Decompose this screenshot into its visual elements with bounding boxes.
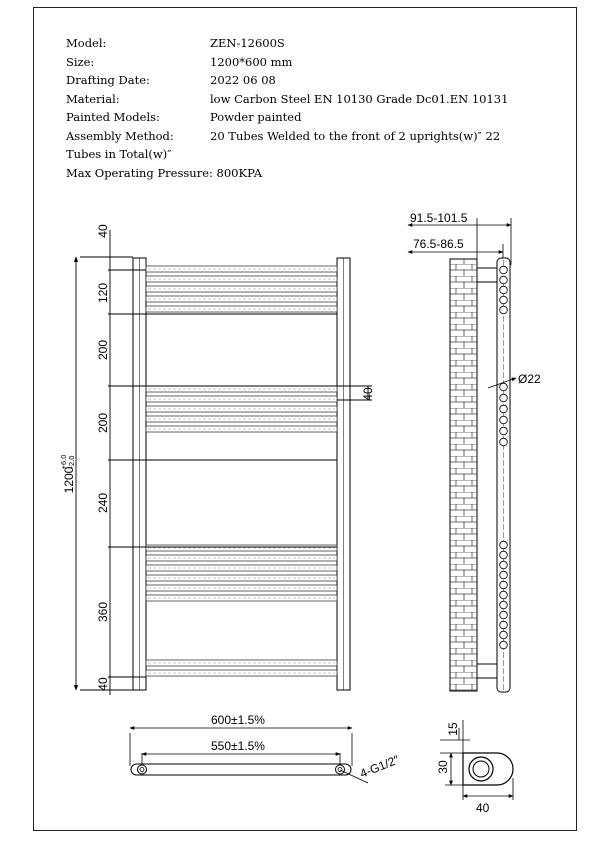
tube-section-circle <box>500 571 508 579</box>
valve-port-right <box>336 765 345 774</box>
spec-label: Material: <box>66 91 120 106</box>
detail-view <box>436 720 513 815</box>
tube-group <box>146 266 337 676</box>
wall-bracket-top <box>477 268 497 282</box>
front-view <box>59 224 375 695</box>
dim-gap: 40 <box>361 387 375 401</box>
tube-section-circle <box>500 286 508 294</box>
tube-section-circle <box>500 601 508 609</box>
tube-section-circle <box>500 438 508 446</box>
rail-bottom <box>131 764 351 775</box>
dim-centers: 550±1.5% <box>211 739 265 753</box>
tube-section-circle <box>500 631 508 639</box>
dim-seg4: 240 <box>96 492 110 514</box>
tube-section-circle <box>500 383 508 391</box>
dim-inner: 76.5-86.5 <box>413 237 464 251</box>
dim-total: 1200 <box>62 466 76 494</box>
wall-bracket-bottom <box>477 664 497 678</box>
tube-section-circle <box>500 266 508 274</box>
dim-seg5: 360 <box>96 601 110 623</box>
spec-value: 2022 06 08 <box>210 73 276 87</box>
dim-15: 15 <box>446 722 460 736</box>
valve-port-left <box>138 765 147 774</box>
spec-value: ZEN-12600S <box>210 36 285 50</box>
tube-section-circle <box>500 276 508 284</box>
dim-seg3: 200 <box>96 412 110 434</box>
dim-outer: 91.5-101.5 <box>410 211 468 225</box>
tube-section-circle <box>500 427 508 435</box>
side-view <box>408 211 541 692</box>
bottom-view <box>130 713 402 783</box>
dim-40: 40 <box>476 801 490 815</box>
spec-value: Powder painted <box>210 110 302 124</box>
spec-assembly-wrap: Tubes in Total(w)″ <box>66 147 172 161</box>
tube-section-circle <box>500 611 508 619</box>
brick-wall <box>450 259 477 691</box>
tube-section-circle <box>500 561 508 569</box>
spec-label: Size: <box>66 54 95 69</box>
tube-section-circle <box>500 416 508 424</box>
spec-value: 20 Tubes Welded to the front of 2 uprights(w)″ 22 <box>210 128 501 143</box>
tube-section-circle <box>500 394 508 402</box>
dim-width: 600±1.5% <box>211 713 265 727</box>
tube-section-circle <box>500 621 508 629</box>
tube-section-circle <box>500 641 508 649</box>
tube-section-circle <box>500 551 508 559</box>
tolerance-plus: +6.0 <box>59 454 68 470</box>
tube-section-circle <box>500 541 508 549</box>
dim-bottom: 40 <box>96 677 110 691</box>
tube-section-circle <box>500 296 508 304</box>
tube-section-circle <box>500 581 508 589</box>
dim-thread: 4-G1/2″ <box>357 752 402 781</box>
dim-tube: Ø22 <box>518 372 541 386</box>
tolerance-minus: -2.0 <box>67 455 76 469</box>
dim-seg1: 120 <box>96 282 110 304</box>
spec-label: Assembly Method: <box>66 128 174 143</box>
tube-section-circle <box>500 405 508 413</box>
spec-label: Drafting Date: <box>66 73 150 87</box>
tube-section-circle <box>500 591 508 599</box>
spec-value: low Carbon Steel EN 10130 Grade Dc01.EN 10131 <box>210 91 509 106</box>
dim-seg2: 200 <box>96 339 110 361</box>
tube-section-circle <box>500 306 508 314</box>
dim-top: 40 <box>96 224 110 238</box>
dim-30: 30 <box>436 760 450 774</box>
spec-label: Model: <box>66 36 107 50</box>
spec-value: 1200*600 mm <box>210 54 293 69</box>
spec-label: Painted Models: <box>66 110 160 124</box>
spec-pressure: Max Operating Pressure: 800KPA <box>66 165 263 180</box>
